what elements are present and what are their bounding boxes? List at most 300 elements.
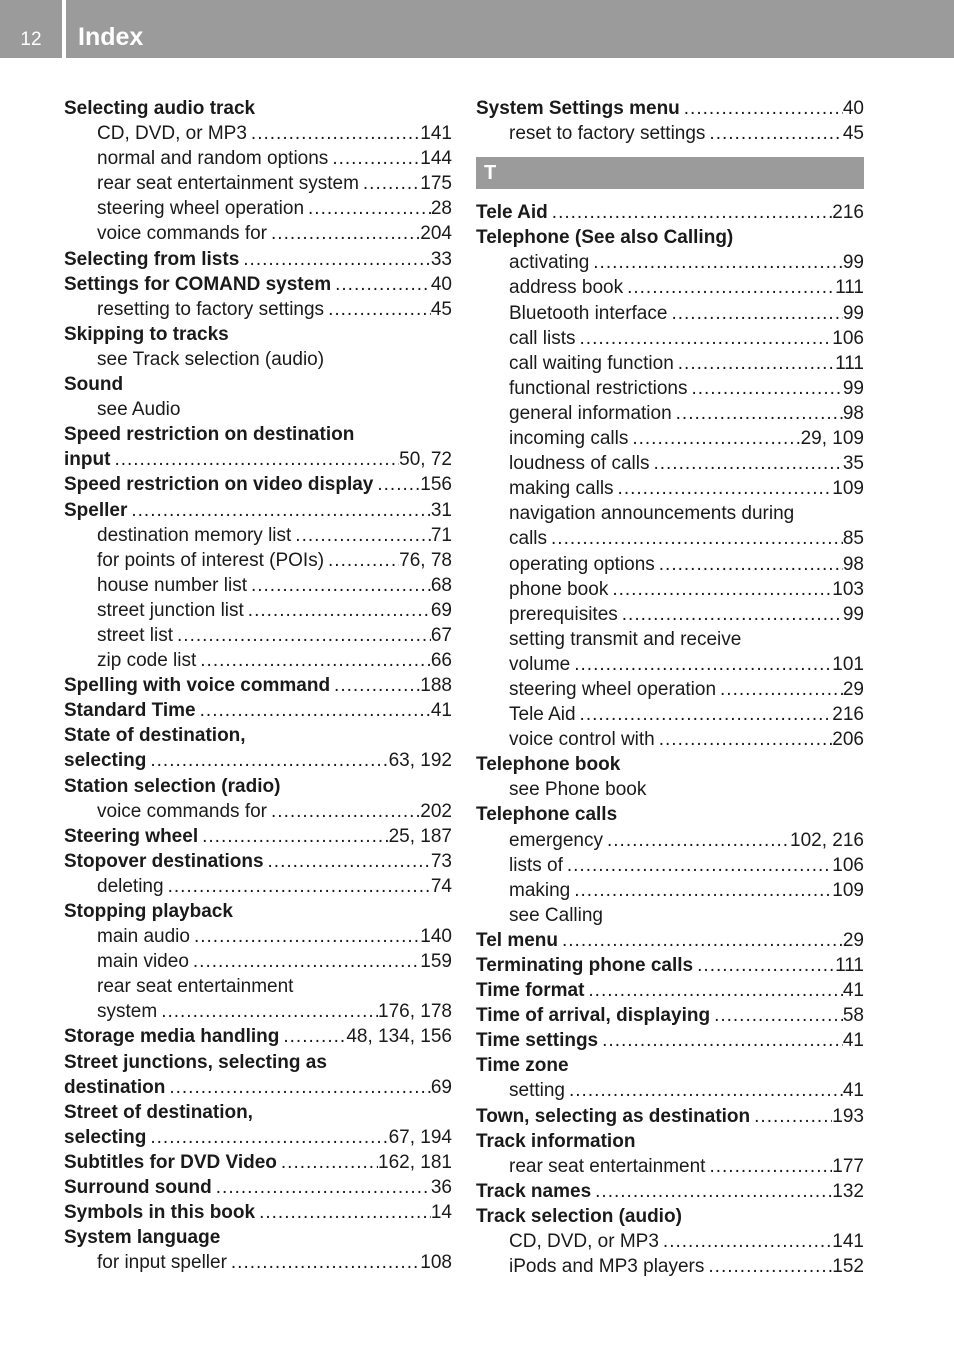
- entry-label: rear seat entertainment system: [97, 173, 359, 195]
- entry-label: Spelling with voice command: [64, 675, 331, 697]
- index-entry: [64, 774, 452, 799]
- index-subentry: [64, 548, 452, 573]
- index-entry: [476, 802, 864, 827]
- page-reference: 29, 109: [800, 428, 864, 450]
- leader-dots: [110, 447, 399, 472]
- entry-label: Track names: [476, 1180, 592, 1202]
- entry-label: navigation announcements during: [509, 503, 795, 525]
- index-entry: [476, 1129, 864, 1154]
- index-entry: [476, 1028, 864, 1053]
- leader-dots: [264, 849, 431, 874]
- page-reference: 111: [835, 955, 864, 976]
- leader-dots: [565, 1078, 843, 1103]
- entry-label: Symbols in this book: [64, 1202, 256, 1224]
- leader-dots: [591, 1179, 832, 1204]
- index-entry: [476, 1204, 864, 1229]
- index-subentry: [476, 652, 864, 677]
- entry-label: lists of: [509, 854, 563, 876]
- entry-label: deleting: [97, 875, 164, 897]
- leader-dots: [291, 523, 431, 548]
- entry-label: see Audio: [97, 399, 181, 421]
- entry-label: CD, DVD, or MP3: [509, 1231, 659, 1253]
- index-entry: [476, 225, 864, 250]
- page-reference: 99: [842, 302, 864, 324]
- entry-label: Terminating phone calls: [476, 955, 694, 976]
- entry-label: Tele Aid: [476, 202, 548, 224]
- page-reference: 73: [430, 850, 452, 872]
- leader-dots: [570, 878, 832, 903]
- leader-dots: [608, 577, 832, 602]
- entry-label: steering wheel operation: [509, 678, 717, 700]
- leader-dots: [705, 121, 842, 146]
- page-reference: 76, 78: [399, 549, 452, 571]
- entry-label: Time zone: [476, 1055, 569, 1077]
- index-entry: [64, 1175, 452, 1200]
- index-subentry: [476, 853, 864, 878]
- index-subentry: [476, 376, 864, 401]
- page-header: [0, 0, 954, 58]
- index-subentry: [476, 878, 864, 903]
- leader-dots: [277, 1150, 378, 1175]
- entry-label: setting transmit and receive: [509, 628, 742, 650]
- leader-dots: [655, 552, 843, 577]
- entry-label: input: [64, 449, 111, 471]
- page-reference: 45: [430, 298, 452, 320]
- entry-label: system: [97, 1001, 158, 1023]
- index-entry: [476, 1179, 864, 1204]
- index-entry: [64, 748, 452, 773]
- page-reference: 204: [420, 223, 452, 245]
- index-column-left: [64, 96, 452, 1275]
- page-reference: 99: [842, 377, 864, 399]
- leader-dots: [164, 874, 431, 899]
- page-reference: 109: [832, 879, 864, 901]
- entry-label: general information: [509, 402, 672, 424]
- entry-label: rear seat entertainment: [509, 1155, 706, 1177]
- entry-label: destination memory list: [97, 524, 292, 546]
- page-reference: 193: [832, 1105, 864, 1127]
- entry-label: Tel menu: [476, 929, 558, 951]
- leader-dots: [173, 623, 431, 648]
- leader-dots: [649, 451, 842, 476]
- index-entry: [64, 1225, 452, 1250]
- page-reference: 188: [420, 675, 452, 697]
- index-entry: [64, 1050, 452, 1075]
- page-reference: 67, 194: [388, 1126, 452, 1148]
- index-subentry: [476, 777, 864, 802]
- entry-label: reset to factory settings: [509, 123, 706, 145]
- entry-label: Stopping playback: [64, 901, 233, 922]
- leader-dots: [267, 799, 420, 824]
- leader-dots: [598, 1028, 843, 1053]
- index-subentry: [476, 401, 864, 426]
- page-reference: 48, 134, 156: [346, 1026, 452, 1048]
- leader-dots: [239, 247, 431, 272]
- index-subentry: [64, 573, 452, 598]
- leader-dots: [547, 526, 843, 551]
- index-subentry: [64, 623, 452, 648]
- entry-label: Time format: [476, 980, 585, 1002]
- leader-dots: [716, 677, 843, 702]
- entry-label: normal and random options: [97, 148, 329, 170]
- entry-label: volume: [509, 653, 571, 675]
- page-reference: 74: [430, 875, 452, 897]
- index-subentry: [476, 903, 864, 928]
- index-entry: [476, 1104, 864, 1129]
- page-reference: 175: [420, 173, 452, 195]
- leader-dots: [330, 673, 420, 698]
- page-reference: 14: [430, 1202, 452, 1224]
- page-reference: 33: [430, 248, 452, 270]
- entry-label: operating options: [509, 553, 655, 575]
- page-reference: 152: [832, 1256, 864, 1278]
- index-entry: [64, 899, 452, 924]
- entry-label: call lists: [509, 327, 576, 349]
- page-reference: 132: [832, 1180, 864, 1202]
- entry-label: setting: [509, 1080, 565, 1102]
- entry-label: street list: [97, 624, 174, 646]
- entry-label: Speller: [64, 499, 128, 521]
- entry-label: activating: [509, 252, 590, 274]
- entry-label: incoming calls: [509, 428, 629, 450]
- index-subentry: [64, 146, 452, 171]
- index-entry: [64, 322, 452, 347]
- leader-dots: [331, 272, 431, 297]
- entry-label: destination: [64, 1076, 166, 1098]
- page-reference: 36: [430, 1177, 452, 1199]
- leader-dots: [576, 702, 833, 727]
- page-reference: 111: [835, 277, 864, 299]
- leader-dots: [373, 472, 420, 497]
- index-subentry: [476, 121, 864, 146]
- index-subentry: [64, 924, 452, 949]
- entry-label: selecting: [64, 1126, 147, 1148]
- index-subentry: [476, 1078, 864, 1103]
- leader-dots: [146, 748, 388, 773]
- leader-dots: [563, 853, 832, 878]
- entry-label: street junction list: [97, 599, 244, 621]
- entry-label: making: [509, 879, 571, 901]
- entry-label: Tele Aid: [509, 704, 576, 726]
- index-entry: [64, 422, 452, 447]
- index-entry: [64, 1125, 452, 1150]
- page-reference: 156: [420, 474, 452, 496]
- entry-label: address book: [509, 277, 624, 299]
- page-title: Index: [78, 23, 144, 51]
- page-reference: 106: [832, 327, 864, 349]
- page-reference: 28: [430, 198, 452, 220]
- leader-dots: [279, 1024, 346, 1049]
- leader-dots: [189, 949, 420, 974]
- entry-label: Speed restriction on video display: [64, 474, 374, 496]
- leader-dots: [614, 476, 833, 501]
- entry-label: Standard Time: [64, 700, 196, 722]
- index-subentry: [64, 648, 452, 673]
- leader-dots: [247, 121, 420, 146]
- page-reference: 216: [832, 202, 864, 224]
- index-subentry: [64, 523, 452, 548]
- index-subentry: [476, 326, 864, 351]
- entry-label: Surround sound: [64, 1177, 212, 1199]
- entry-label: iPods and MP3 players: [509, 1256, 705, 1278]
- leader-dots: [212, 1175, 431, 1200]
- index-subentry: [476, 677, 864, 702]
- index-subentry: [64, 347, 452, 372]
- page-reference: 111: [835, 352, 864, 374]
- index-subentry: [64, 121, 452, 146]
- entry-label: prerequisites: [509, 603, 618, 625]
- index-subentry: [476, 1154, 864, 1179]
- index-entry: [64, 723, 452, 748]
- leader-dots: [674, 351, 835, 376]
- page-reference: 206: [832, 729, 864, 751]
- page-reference: 99: [842, 603, 864, 625]
- leader-dots: [750, 1104, 832, 1129]
- index-group-t: [476, 200, 864, 1279]
- leader-dots: [190, 924, 420, 949]
- index-subentry: [476, 727, 864, 752]
- entry-label: Time of arrival, displaying: [476, 1005, 711, 1027]
- entry-label: making calls: [509, 478, 614, 500]
- leader-dots: [655, 727, 833, 752]
- index-subentry: [64, 196, 452, 221]
- page-reference: 106: [832, 854, 864, 876]
- leader-dots: [576, 326, 833, 351]
- entry-label: Settings for COMAND system: [64, 273, 332, 295]
- leader-dots: [693, 953, 835, 978]
- index-subentry: [64, 874, 452, 899]
- entry-label: house number list: [97, 574, 247, 596]
- page-reference: 69: [430, 1076, 452, 1098]
- index-entry: [64, 849, 452, 874]
- page-reference: 29: [842, 678, 864, 700]
- page-reference: 41: [842, 1030, 864, 1052]
- entry-label: Subtitles for DVD Video: [64, 1151, 277, 1173]
- index-entry: [64, 1150, 452, 1175]
- leader-dots: [127, 498, 430, 523]
- entry-label: voice commands for: [97, 800, 268, 822]
- page-reference: 141: [420, 123, 452, 145]
- entry-label: rear seat entertainment: [97, 976, 294, 998]
- leader-dots: [304, 196, 431, 221]
- index-subentry: [476, 1229, 864, 1254]
- page-reference: 98: [842, 402, 864, 424]
- page-reference: 41: [430, 700, 452, 722]
- leader-dots: [603, 828, 790, 853]
- entry-label: Speed restriction on destination: [64, 424, 355, 446]
- index-subentry: [64, 297, 452, 322]
- entry-label: Telephone (See also Calling): [476, 227, 734, 249]
- entry-label: System language: [64, 1227, 221, 1249]
- leader-dots: [589, 250, 843, 275]
- index-entry: [64, 1100, 452, 1125]
- leader-dots: [705, 1154, 832, 1179]
- leader-dots: [548, 200, 833, 225]
- leader-dots: [227, 1250, 420, 1275]
- page-reference: 31: [430, 499, 452, 521]
- entry-label: steering wheel operation: [97, 198, 305, 220]
- entry-label: phone book: [509, 578, 609, 600]
- page-reference: 109: [832, 478, 864, 500]
- index-subentry: [64, 974, 452, 999]
- index-column-right: [476, 96, 864, 1279]
- index-entry: [476, 1053, 864, 1078]
- page-reference: 71: [430, 524, 452, 546]
- page-reference: 176, 178: [378, 1001, 452, 1023]
- leader-dots: [623, 275, 835, 300]
- index-entry: [64, 247, 452, 272]
- entry-label: loudness of calls: [509, 453, 650, 475]
- entry-label: Selecting audio track: [64, 98, 256, 119]
- page-reference: 67: [430, 624, 452, 646]
- index-subentry: [476, 250, 864, 275]
- entry-label: Selecting from lists: [64, 248, 240, 270]
- entry-label: Station selection (radio): [64, 775, 281, 797]
- index-subentry: [64, 1250, 452, 1275]
- entry-label: Telephone calls: [476, 804, 618, 826]
- page-reference: 98: [842, 553, 864, 575]
- index-entry: [476, 200, 864, 225]
- index-subentry: [476, 828, 864, 853]
- page-reference: 63, 192: [388, 750, 452, 772]
- entry-label: call waiting function: [509, 352, 674, 374]
- index-entry: [64, 472, 452, 497]
- leader-dots: [710, 1003, 843, 1028]
- page-number: 12: [20, 29, 42, 50]
- entry-label: see Calling: [509, 904, 603, 926]
- leader-dots: [628, 426, 800, 451]
- page-reference: 69: [430, 599, 452, 621]
- page-reference: 101: [832, 653, 864, 675]
- index-entry: [64, 1075, 452, 1100]
- index-subentry: [64, 171, 452, 196]
- entry-label: functional restrictions: [509, 377, 688, 399]
- index-subentry: [476, 275, 864, 300]
- leader-dots: [618, 602, 843, 627]
- leader-dots: [165, 1075, 431, 1100]
- page-reference: 216: [832, 704, 864, 726]
- index-entry: [476, 928, 864, 953]
- page-reference: 140: [420, 926, 452, 948]
- index-subentry: [476, 476, 864, 501]
- index-subentry: [64, 999, 452, 1024]
- page-reference: 202: [420, 800, 452, 822]
- index-group-s-continued: [476, 96, 864, 146]
- entry-label: Sound: [64, 374, 124, 396]
- entry-label: Street junctions, selecting as: [64, 1051, 327, 1073]
- leader-dots: [247, 573, 431, 598]
- page-reference: 103: [832, 578, 864, 600]
- page-reference: 102, 216: [790, 829, 864, 851]
- entry-label: main video: [97, 951, 189, 973]
- index-subentry: [64, 799, 452, 824]
- entry-label: calls: [509, 528, 548, 550]
- leader-dots: [324, 297, 431, 322]
- index-entry: [64, 698, 452, 723]
- entry-label: for input speller: [97, 1252, 227, 1274]
- page-reference: 177: [832, 1155, 864, 1177]
- leader-dots: [196, 648, 431, 673]
- entry-label: zip code list: [97, 650, 197, 672]
- index-entry: [476, 953, 864, 978]
- entry-label: voice control with: [509, 729, 655, 751]
- leader-dots: [570, 652, 832, 677]
- index-entry: [64, 673, 452, 698]
- index-subentry: [476, 602, 864, 627]
- page-reference: 35: [842, 453, 864, 475]
- entry-label: CD, DVD, or MP3: [97, 123, 247, 145]
- page-reference: 41: [842, 1080, 864, 1102]
- leader-dots: [267, 221, 420, 246]
- page-reference: 40: [430, 273, 452, 295]
- page-reference: 141: [832, 1231, 864, 1253]
- leader-dots: [324, 548, 399, 573]
- index-entry: [476, 978, 864, 1003]
- leader-dots: [687, 376, 842, 401]
- entry-label: see Phone book: [509, 779, 647, 801]
- page-reference: 40: [842, 98, 864, 119]
- leader-dots: [672, 401, 843, 426]
- page-reference: 162, 181: [378, 1151, 452, 1173]
- page-reference: 58: [842, 1005, 864, 1027]
- index-subentry: [476, 1254, 864, 1279]
- page-reference: 25, 187: [388, 825, 452, 847]
- page-reference: 68: [430, 574, 452, 596]
- index-subentry: [476, 526, 864, 551]
- index-subentry: [476, 627, 864, 652]
- entry-label: main audio: [97, 926, 190, 948]
- index-subentry: [476, 552, 864, 577]
- entry-label: emergency: [509, 829, 603, 851]
- index-subentry: [476, 451, 864, 476]
- index-subentry: [476, 501, 864, 526]
- entry-label: Stopover destinations: [64, 850, 264, 872]
- page-reference: 108: [420, 1252, 452, 1274]
- page-reference: 66: [430, 650, 452, 672]
- header-divider: [62, 0, 66, 58]
- page-reference: 144: [420, 148, 452, 170]
- leader-dots: [704, 1254, 832, 1279]
- index-entry: [64, 447, 452, 472]
- index-entry: [476, 1003, 864, 1028]
- index-subentry: [476, 301, 864, 326]
- leader-dots: [244, 598, 431, 623]
- index-subentry: [476, 577, 864, 602]
- entry-label: Town, selecting as destination: [476, 1105, 751, 1127]
- index-entry: [476, 96, 864, 121]
- leader-dots: [255, 1200, 431, 1225]
- leader-dots: [359, 171, 420, 196]
- leader-dots: [584, 978, 842, 1003]
- index-subentry: [476, 426, 864, 451]
- leader-dots: [328, 146, 420, 171]
- entry-label: selecting: [64, 750, 147, 772]
- index-entry: [64, 372, 452, 397]
- entry-label: Telephone book: [476, 754, 621, 776]
- index-entry: [64, 1200, 452, 1225]
- page-reference: 159: [420, 951, 452, 973]
- leader-dots: [196, 698, 431, 723]
- entry-label: Bluetooth interface: [509, 302, 668, 324]
- leader-dots: [667, 301, 842, 326]
- index-subentry: [64, 221, 452, 246]
- index-subentry: [64, 598, 452, 623]
- index-entry: [64, 824, 452, 849]
- entry-label: Street of destination,: [64, 1101, 253, 1123]
- page-reference: 45: [842, 123, 864, 145]
- leader-dots: [558, 928, 843, 953]
- entry-label: Track information: [476, 1130, 636, 1152]
